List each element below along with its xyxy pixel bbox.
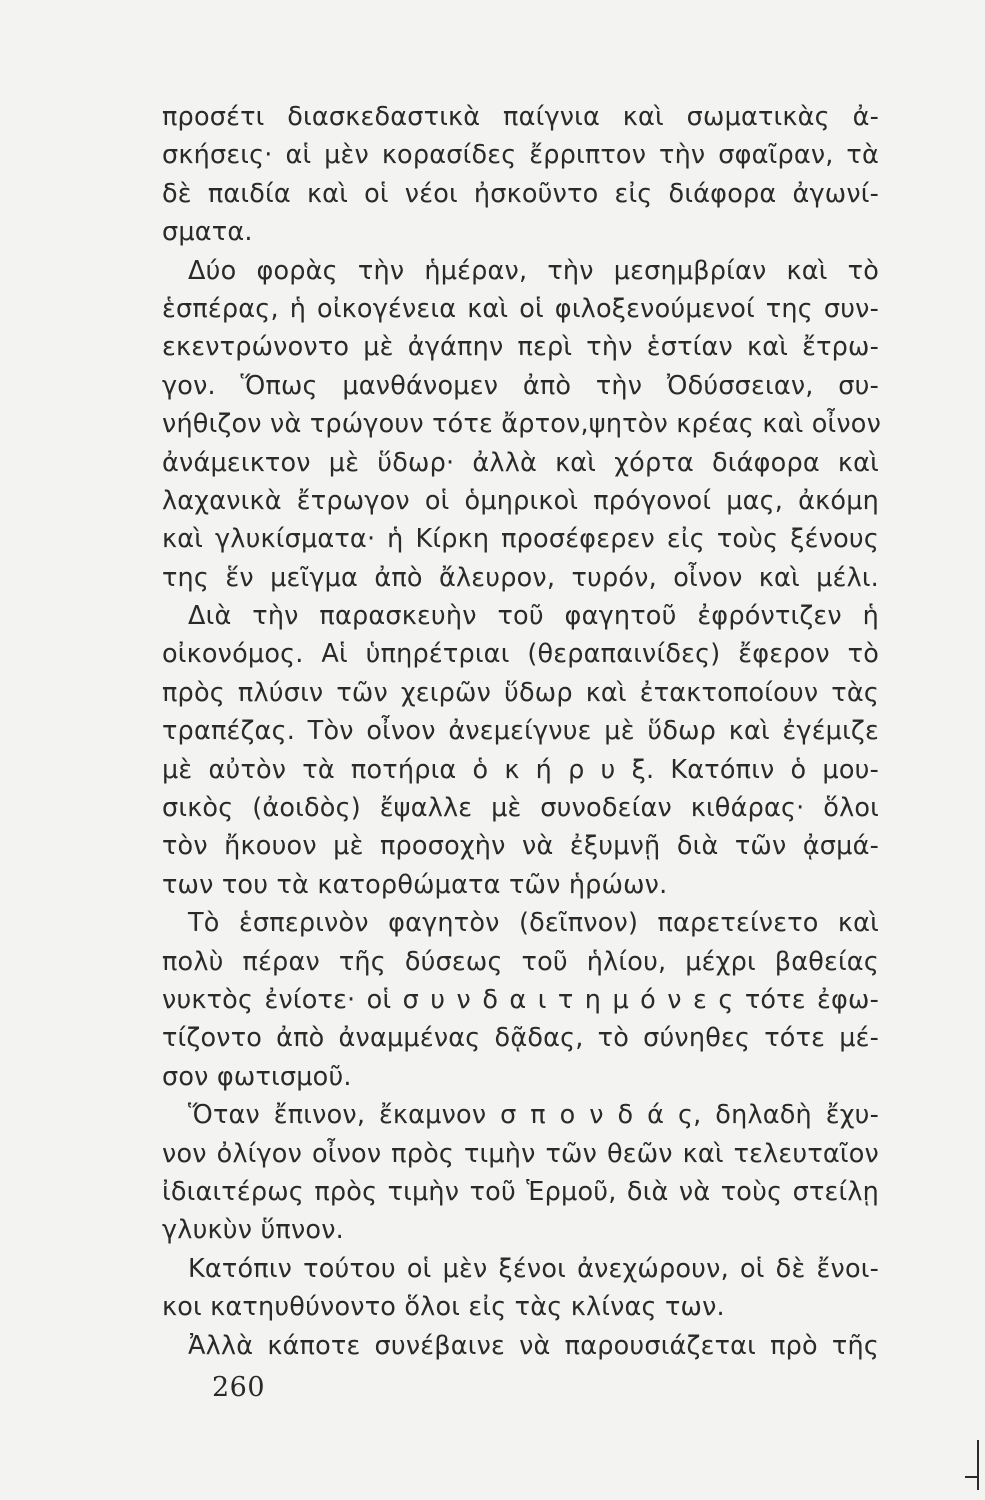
text-line: Ὅταν ἔπινον, ἔκαμνον σ π ο ν δ ά ς, δηλαδὴ ἔχυ-	[188, 1100, 879, 1131]
text-line: ἀνάμεικτον μὲ ὕδωρ· ἀλλὰ καὶ χόρτα διάφορα καὶ	[162, 447, 879, 478]
text-line: Κατόπιν τούτου οἱ μὲν ξένοι ἀνεχώρουν, οἱ δὲ ἔνοι-	[188, 1253, 879, 1284]
text-line: ἰδιαιτέρως πρὸς τιμὴν τοῦ Ἑρμοῦ, διὰ νὰ τοὺς στείλῃ	[162, 1176, 879, 1207]
text-line: Δύο φορὰς τὴν ἡμέραν, τὴν μεσημβρίαν καὶ τὸ	[188, 255, 879, 286]
text-line: σον φωτισμοῦ.	[162, 1061, 352, 1092]
body-text	[162, 98, 882, 1365]
text-line: πολὺ πέραν τῆς δύσεως τοῦ ἡλίου, μέχρι βαθείας	[162, 946, 879, 977]
text-line: μὲ αὐτὸν τὰ ποτήρια ὁ κ ή ρ υ ξ. Κατόπιν ὁ μου-	[162, 754, 879, 785]
text-line: σματα.	[162, 217, 253, 248]
edge-crop-mark	[977, 1440, 979, 1490]
text-line: σκήσεις· αἱ μὲν κορασίδες ἔρριπτον τὴν σφαῖραν, τὰ	[162, 140, 879, 171]
text-line: τραπέζας. Τὸν οἶνον ἀνεμείγνυε μὲ ὕδωρ καὶ ἐγέμιζε	[162, 716, 879, 747]
text-line: γον. Ὅπως μανθάνομεν ἀπὸ τὴν Ὀδύσσειαν, συ-	[162, 370, 879, 401]
text-line: καὶ γλυκίσματα· ἡ Κίρκη προσέφερεν εἰς τοὺς ξένους	[162, 524, 879, 555]
text-line: νον ὀλίγον οἶνον πρὸς τιμὴν τῶν θεῶν καὶ τελευταῖον	[162, 1138, 879, 1169]
page-number: 260	[212, 1372, 266, 1403]
edge-crop-tick	[965, 1476, 979, 1478]
text-line: οἰκονόμος. Αἱ ὑπηρέτριαι (θεραπαινίδες) ἔφερον τὸ	[162, 639, 879, 670]
text-line: Τὸ ἑσπερινὸν φαγητὸν (δεῖπνον) παρετείνετο καὶ	[188, 908, 879, 939]
text-line: νήθιζον νὰ τρώγουν τότε ἄρτον,ψητὸν κρέας καὶ οἶνον	[162, 409, 882, 440]
text-line: εκεντρώνοντο μὲ ἀγάπην περὶ τὴν ἑστίαν καὶ ἔτρω-	[162, 332, 879, 363]
text-line: της ἕν μεῖγμα ἀπὸ ἄλευρον, τυρόν, οἶνον καὶ μέλι.	[162, 562, 879, 593]
text-line: τὸν ἤκουον μὲ προσοχὴν νὰ ἐξυμνῇ διὰ τῶν ᾀσμά-	[162, 831, 879, 862]
text-line: ἑσπέρας, ἡ οἰκογένεια καὶ οἱ φιλοξενούμενοί της συν-	[162, 293, 879, 324]
text-line: λαχανικὰ ἔτρωγον οἱ ὁμηρικοὶ πρόγονοί μας, ἀκόμη	[162, 485, 879, 516]
text-line: σικὸς (ἀοιδὸς) ἔψαλλε μὲ συνοδείαν κιθάρας· ὅλοι	[162, 793, 879, 824]
text-line: νυκτὸς ἐνίοτε· οἱ σ υ ν δ α ι τ η μ ό ν ε ς τότε ἐφω-	[162, 984, 879, 1015]
text-line: πρὸς πλύσιν τῶν χειρῶν ὕδωρ καὶ ἐτακτοποίουν τὰς	[162, 677, 879, 708]
text-line: γλυκὺν ὕπνον.	[162, 1215, 344, 1246]
text-line: κοι κατηυθύνοντο ὅλοι εἰς τὰς κλίνας των.	[162, 1292, 725, 1323]
text-line: προσέτι διασκεδαστικὰ παίγνια καὶ σωματικὰς ἀ-	[162, 102, 879, 132]
text-line: Διὰ τὴν παρασκευὴν τοῦ φαγητοῦ ἐφρόντιζεν ἡ	[188, 601, 879, 632]
text-line: τίζοντο ἀπὸ ἀναμμένας δᾷδας, τὸ σύνηθες τότε μέ-	[162, 1023, 879, 1054]
text-line: των του τὰ κατορθώματα τῶν ἡρώων.	[162, 869, 668, 900]
text-line: Ἀλλὰ κάποτε συνέβαινε νὰ παρουσιάζεται πρὸ τῆς	[188, 1330, 879, 1361]
text-line: δὲ παιδία καὶ οἱ νέοι ἠσκοῦντο εἰς διάφορα ἀγωνί-	[162, 178, 879, 209]
